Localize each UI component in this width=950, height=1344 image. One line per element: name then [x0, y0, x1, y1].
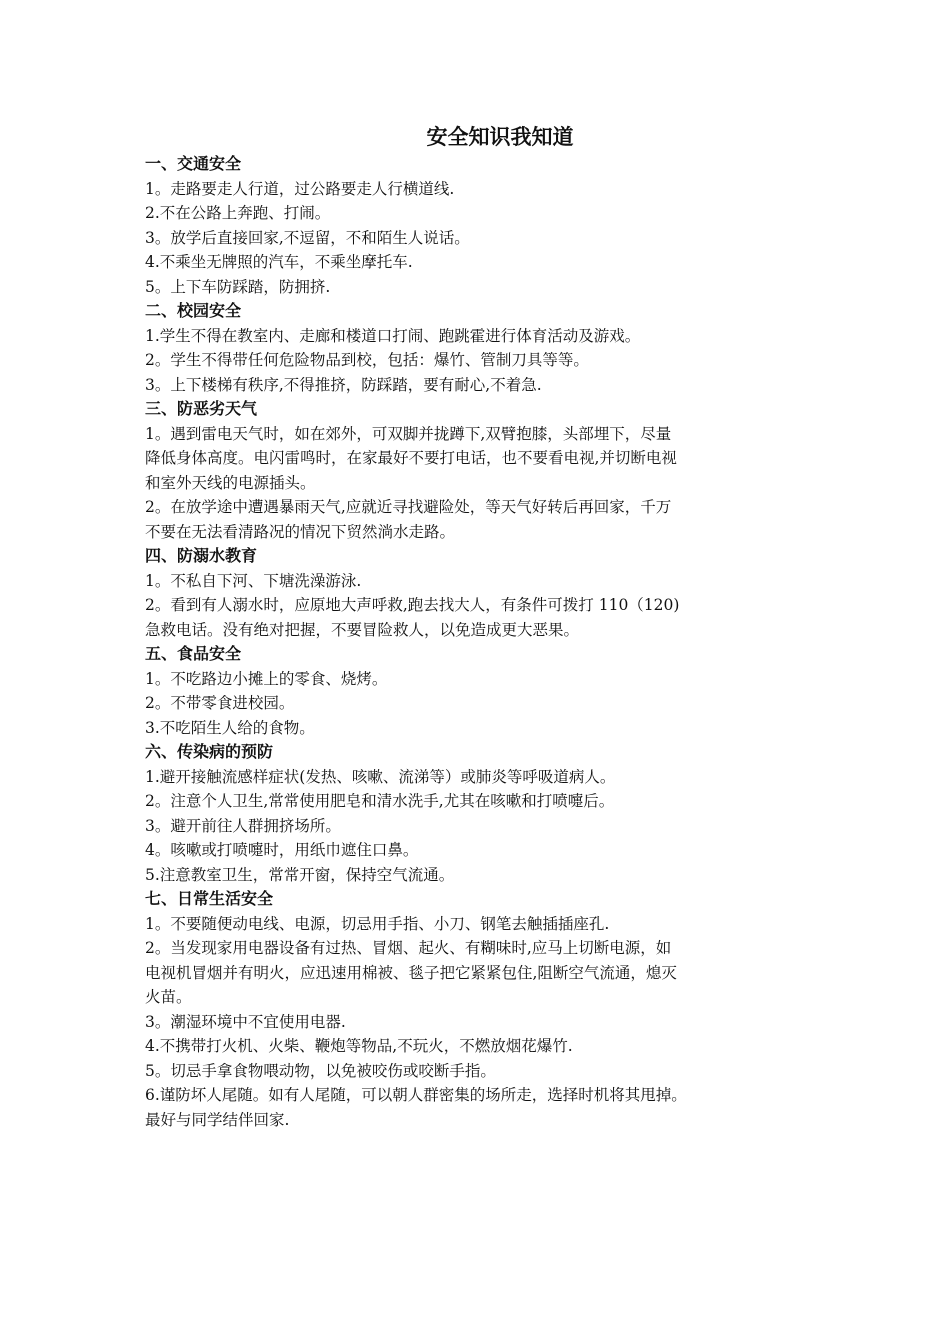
- item-line: 2。看到有人溺水时，应原地大声呼救,跑去找大人，有条件可拨打 110（120): [145, 596, 680, 614]
- list-item: [145, 814, 835, 839]
- section-heading: 二、校园安全: [145, 301, 242, 320]
- item-line: 1。走路要走人行道，过公路要走人行横道线.: [145, 179, 455, 198]
- section: [145, 642, 835, 740]
- list-item: [145, 422, 835, 496]
- document-page: [145, 122, 835, 1132]
- list-item: [145, 569, 835, 594]
- item-line: 1。遇到雷电天气时，如在郊外，可双脚并拢蹲下,双臂抱膝，头部埋下，尽量: [145, 424, 672, 443]
- item-line: 3。潮湿环境中不宜使用电器.: [145, 1012, 346, 1031]
- list-item: [145, 936, 835, 1010]
- item-line: 6.谨防坏人尾随。如有人尾随，可以朝人群密集的场所走，选择时机将其甩掉。: [145, 1086, 687, 1104]
- item-line: 2。当发现家用电器设备有过热、冒烟、起火、有糊味时,应马上切断电源，如: [145, 939, 672, 957]
- item-line: 1.学生不得在教室内、走廊和楼道口打闹、跑跳霍进行体育活动及游戏。: [145, 326, 641, 345]
- list-item: [145, 1059, 835, 1084]
- section: [145, 740, 835, 887]
- list-item: [145, 912, 835, 937]
- list-item: [145, 177, 835, 202]
- list-item: [145, 765, 835, 790]
- section-heading: 三、防恶劣天气: [145, 399, 258, 418]
- item-line: 5。切忌手拿食物喂动物，以免被咬伤或咬断手指。: [145, 1061, 496, 1080]
- list-item: [145, 1010, 835, 1035]
- item-line: 3.不吃陌生人给的食物。: [145, 718, 315, 737]
- list-item: [145, 348, 835, 373]
- section-heading: 七、日常生活安全: [145, 889, 274, 908]
- section: [145, 299, 835, 397]
- list-item: [145, 373, 835, 398]
- item-line: 5。上下车防踩踏，防拥挤.: [145, 277, 331, 296]
- list-item: [145, 593, 835, 642]
- list-item: [145, 789, 835, 814]
- item-line: 1.避开接触流感样症状(发热、咳嗽、流涕等）或肺炎等呼吸道病人。: [145, 767, 616, 786]
- item-line: 1。不吃路边小摊上的零食、烧烤。: [145, 669, 388, 688]
- list-item: [145, 691, 835, 716]
- list-item: [145, 838, 835, 863]
- section: [145, 887, 835, 1132]
- item-line: 4。咳嗽或打喷嚏时，用纸巾遮住口鼻。: [145, 841, 419, 859]
- item-line: 和室外天线的电源插头。: [145, 473, 316, 492]
- section: [145, 152, 835, 299]
- item-line: 电视机冒烟并有明火，应迅速用棉被、毯子把它紧紧包住,阻断空气流通，熄灭: [145, 963, 677, 982]
- list-item: [145, 716, 835, 741]
- list-item: [145, 1034, 835, 1059]
- section: [145, 397, 835, 544]
- section-heading: 五、食品安全: [145, 644, 242, 663]
- list-item: [145, 201, 835, 226]
- item-line: 2.不在公路上奔跑、打闹。: [145, 204, 331, 222]
- list-item: [145, 226, 835, 251]
- list-item: [145, 1083, 835, 1132]
- item-line: 1。不私自下河、下塘洗澡游泳.: [145, 571, 362, 590]
- item-line: 2。在放学途中遭遇暴雨天气,应就近寻找避险处，等天气好转后再回家，千万: [145, 498, 672, 516]
- item-line: 4.不携带打火机、火柴、鞭炮等物品,不玩火，不燃放烟花爆竹.: [145, 1037, 573, 1055]
- item-line: 急救电话。没有绝对把握，不要冒险救人，以免造成更大恶果。: [145, 620, 580, 639]
- list-item: [145, 275, 835, 300]
- item-line: 5.注意教室卫生，常常开窗，保持空气流通。: [145, 865, 455, 884]
- document-title: 安全知识我知道: [426, 125, 574, 149]
- item-line: 3。避开前往人群拥挤场所。: [145, 816, 341, 835]
- item-line: 2。注意个人卫生,常常使用肥皂和清水洗手,尤其在咳嗽和打喷嚏后。: [145, 792, 615, 810]
- item-line: 1。不要随便动电线、电源，切忌用手指、小刀、钢笔去触插插座孔.: [145, 914, 610, 933]
- list-item: [145, 495, 835, 544]
- section-heading: 六、传染病的预防: [145, 742, 274, 761]
- section-heading: 四、防溺水教育: [145, 546, 258, 565]
- item-line: 2。不带零食进校园。: [145, 694, 295, 712]
- item-line: 降低身体高度。电闪雷鸣时，在家最好不要打电话，也不要看电视,并切断电视: [145, 449, 677, 467]
- item-line: 3。上下楼梯有秩序,不得推挤，防踩踏，要有耐心,不着急.: [145, 375, 542, 394]
- item-line: 不要在无法看清路况的情况下贸然淌水走路。: [145, 522, 456, 541]
- list-item: [145, 863, 835, 888]
- list-item: [145, 667, 835, 692]
- sections-container: [145, 152, 835, 1132]
- item-line: 4.不乘坐无牌照的汽车，不乘坐摩托车.: [145, 253, 413, 271]
- section: [145, 544, 835, 642]
- section-heading: 一、交通安全: [145, 154, 242, 173]
- list-item: [145, 324, 835, 349]
- item-line: 最好与同学结伴回家.: [145, 1110, 290, 1129]
- list-item: [145, 250, 835, 275]
- item-line: 火苗。: [145, 988, 192, 1006]
- item-line: 2。学生不得带任何危险物品到校，包括：爆竹、管制刀具等等。: [145, 351, 589, 369]
- item-line: 3。放学后直接回家,不逗留，不和陌生人说话。: [145, 228, 470, 247]
